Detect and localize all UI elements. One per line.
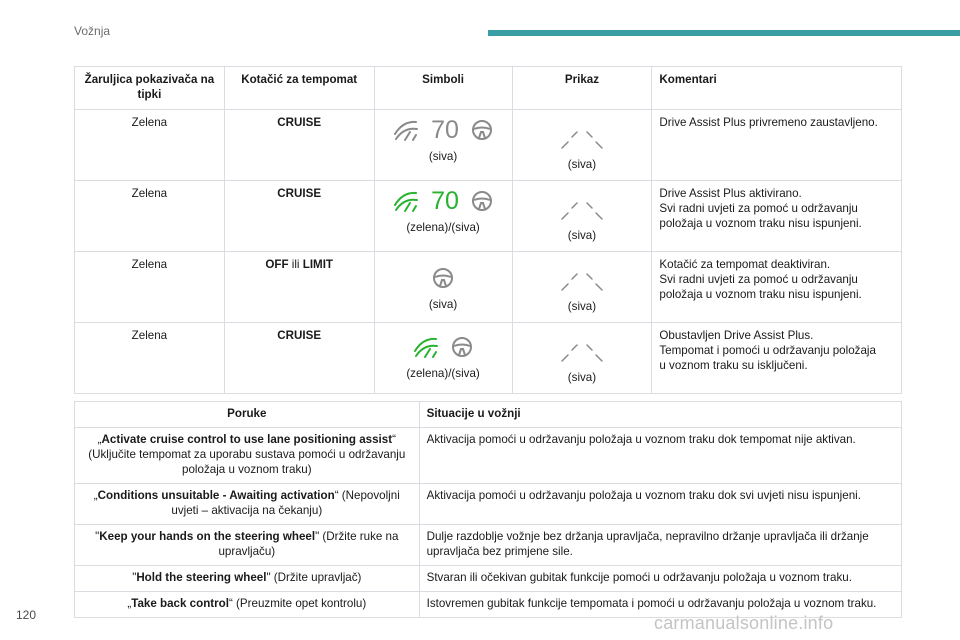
lane-lines-icon: [542, 336, 622, 366]
table-row: [75, 428, 902, 484]
steering-wheel-icon: [471, 119, 493, 141]
comment-line: u voznom traku su isključeni.: [659, 359, 808, 372]
message-cell: [75, 592, 420, 618]
steering-wheel-icon: [451, 336, 473, 358]
message-text: Take back control: [131, 597, 229, 610]
message-translation: “ (Uključite tempomat za uporabu sustava pomoći u održavanju položaja u voznom traku): [88, 433, 406, 476]
col-header-wheel: Kotačić za tempomat: [224, 67, 374, 110]
situation-cell: Aktivacija pomoći u održavanju položaja u voznom traku dok tempomat nije aktivan.: [419, 428, 901, 484]
comment-line: Kotačić za tempomat deaktiviran.: [659, 258, 831, 271]
symbol-cell: [374, 110, 512, 181]
table-header-row: [75, 67, 902, 110]
col-header-display: Prikaz: [512, 67, 652, 110]
lamp-cell: Zelena: [75, 323, 225, 394]
quote-open: „: [97, 433, 102, 446]
wheel-setting: OFF: [265, 258, 289, 271]
message-cell: [75, 428, 420, 484]
steering-wheel-icon: [471, 190, 493, 212]
lane-lines-icon: [542, 194, 622, 224]
display-cell: [512, 110, 652, 181]
symbol-caption: (zelena)/(siva): [406, 221, 480, 234]
message-translation: " (Držite ruke na upravljaču): [218, 530, 399, 558]
page-number: 120: [16, 608, 37, 622]
situation-cell: Dulje razdoblje vožnje bez držanja upravljača, nepravilno držanje upravljača ili držanje upravljača bez primjene sile.: [419, 525, 901, 566]
section-label: Vožnja: [74, 24, 111, 38]
comment-line: položaja u voznom traku nisu ispunjeni.: [659, 288, 862, 301]
message-text: Keep your hands on the steering wheel: [99, 530, 316, 543]
message-text: Hold the steering wheel: [136, 571, 267, 584]
wheel-setting-alt: LIMIT: [302, 258, 333, 271]
quote-open: ": [132, 571, 137, 584]
lane-assist-icon: [413, 335, 439, 359]
comment-line: Drive Assist Plus privremeno zaustavljeno.: [659, 116, 878, 129]
wheel-setting: CRUISE: [277, 187, 322, 200]
table-row: [75, 525, 902, 566]
symbol-cell: [374, 252, 512, 323]
display-cell: [512, 252, 652, 323]
symbol-caption: (zelena)/(siva): [406, 367, 480, 380]
col-header-symbols: Simboli: [374, 67, 512, 110]
quote-open: ": [95, 530, 100, 543]
table-row: [75, 484, 902, 525]
col-header-comments: Komentari: [652, 67, 902, 110]
messages-table: [74, 401, 902, 618]
symbol-caption: (siva): [428, 298, 458, 311]
message-cell: [75, 525, 420, 566]
comment-line: Svi radni uvjeti za pomoć u održavanju: [659, 202, 858, 215]
col-header-lamp: Žaruljica pokazivača na tipki: [75, 67, 225, 110]
indicator-table: [74, 66, 902, 394]
comment-cell: [652, 110, 902, 181]
table-row: [75, 252, 902, 323]
accent-bar: [488, 30, 960, 36]
wheel-cell: [224, 323, 374, 394]
situation-cell: Stvaran ili očekivan gubitak funkcije pomoći u održavanju položaja u voznom traku.: [419, 566, 901, 592]
wheel-cell: [224, 252, 374, 323]
message-translation: “ (Nepovoljni uvjeti – aktivacija na čekanju): [171, 489, 400, 517]
speed-value: 70: [431, 186, 459, 215]
speed-value: 70: [431, 115, 459, 144]
situation-cell: Aktivacija pomoći u održavanju položaja u voznom traku dok svi uvjeti nisu ispunjeni.: [419, 484, 901, 525]
col-header-messages: Poruke: [75, 402, 420, 428]
quote-open: „: [93, 489, 98, 502]
comment-line: Tempomat i pomoći u održavanju položaja: [659, 344, 876, 357]
watermark: carmanualsonline.info: [654, 613, 834, 633]
message-cell: [75, 484, 420, 525]
comment-cell: [652, 252, 902, 323]
quote-open: „: [127, 597, 132, 610]
wheel-cell: [224, 181, 374, 252]
lamp-cell: Zelena: [75, 181, 225, 252]
symbol-cell: [374, 181, 512, 252]
message-translation: " (Držite upravljač): [266, 571, 362, 584]
lamp-cell: Zelena: [75, 110, 225, 181]
situation-cell: Istovremen gubitak funkcije tempomata i pomoći u održavanju položaja u voznom traku.: [419, 592, 901, 618]
wheel-setting: CRUISE: [277, 116, 322, 129]
message-cell: [75, 566, 420, 592]
symbol-cell: [374, 323, 512, 394]
message-translation: “ (Preuzmite opet kontrolu): [228, 597, 367, 610]
table-header-row: [75, 402, 902, 428]
comment-line: Drive Assist Plus aktivirano.: [659, 187, 802, 200]
display-caption: (siva): [567, 158, 597, 171]
display-cell: [512, 181, 652, 252]
symbol-caption: (siva): [428, 150, 458, 163]
lane-lines-icon: [542, 123, 622, 153]
col-header-situations: Situacije u vožnji: [419, 402, 901, 428]
table-row: [75, 323, 902, 394]
comment-cell: [652, 323, 902, 394]
message-text: Activate cruise control to use lane positioning assist: [101, 433, 393, 446]
wheel-conjunction: ili: [288, 258, 303, 271]
steering-wheel-icon: [432, 267, 454, 289]
comment-cell: [652, 181, 902, 252]
display-cell: [512, 323, 652, 394]
table-row: [75, 566, 902, 592]
display-caption: (siva): [567, 371, 597, 384]
wheel-setting: CRUISE: [277, 329, 322, 342]
lane-lines-icon: [542, 265, 622, 295]
table-row: [75, 181, 902, 252]
lamp-cell: Zelena: [75, 252, 225, 323]
display-caption: (siva): [567, 300, 597, 313]
display-caption: (siva): [567, 229, 597, 242]
comment-line: položaja u voznom traku nisu ispunjeni.: [659, 217, 862, 230]
table-row: [75, 110, 902, 181]
lane-assist-icon: [393, 118, 419, 142]
comment-line: Svi radni uvjeti za pomoć u održavanju: [659, 273, 858, 286]
wheel-cell: [224, 110, 374, 181]
comment-line: Obustavljen Drive Assist Plus.: [659, 329, 814, 342]
message-text: Conditions unsuitable - Awaiting activation: [97, 489, 335, 502]
lane-assist-icon: [393, 189, 419, 213]
